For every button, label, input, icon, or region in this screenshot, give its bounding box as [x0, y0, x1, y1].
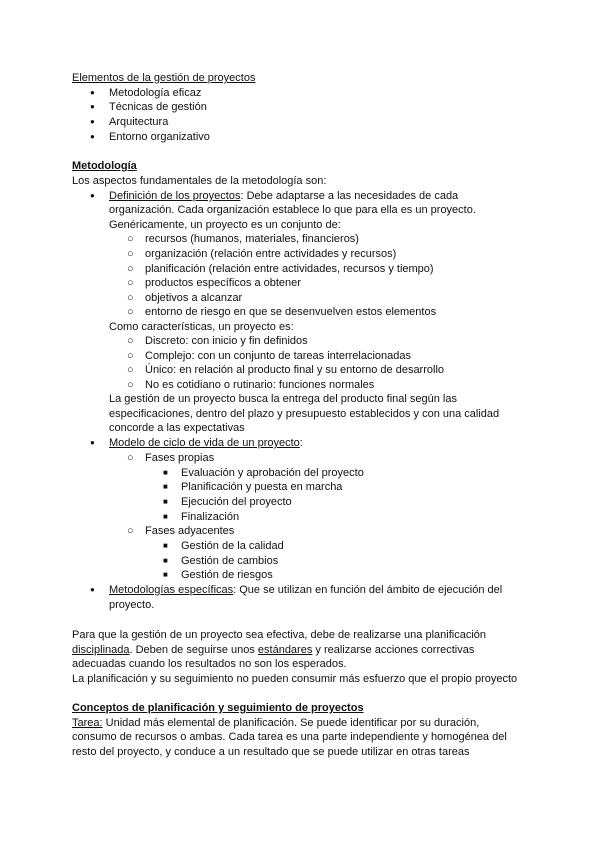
fase-item: Ejecución del proyecto: [181, 496, 292, 508]
para-disciplinada: disciplinada: [72, 644, 130, 656]
para-line-3: adecuadas cuando los resultados no son los esperados.: [72, 658, 347, 670]
sub-item: productos específicos a obtener: [145, 277, 301, 289]
car-item: No es cotidiano o rutinario: funciones normales: [145, 379, 375, 391]
gestion-para-1: La gestión de un proyecto busca la entrega del producto final según las: [109, 393, 457, 405]
bullet-dot: ●: [90, 585, 95, 594]
bullet-dot: ●: [90, 117, 95, 126]
fase-item: Gestión de cambios: [181, 555, 279, 567]
list-item: Metodología eficaz: [109, 87, 202, 99]
fases-adyacentes-label: Fases adyacentes: [145, 525, 235, 537]
ciclo-term: Modelo de ciclo de vida de un proyecto: [109, 437, 300, 449]
fase-item: Evaluación y aprobación del proyecto: [181, 467, 364, 479]
bullet-circle: ○: [127, 379, 134, 391]
bullet-circle: ○: [127, 525, 134, 537]
especificas-rest: : Que se utilizan en función del ámbito de ejecución del: [233, 584, 503, 596]
bullet-square: ■: [163, 512, 168, 521]
bullet-dot: ●: [90, 438, 95, 447]
sub-item: entorno de riesgo en que se desenvuelven estos elementos: [145, 306, 437, 318]
intro-text: Los aspectos fundamentales de la metodología son:: [72, 175, 327, 187]
fase-item: Gestión de riesgos: [181, 569, 273, 581]
car-item: Único: en relación al producto final y su entorno de desarrollo: [145, 364, 445, 376]
bullet-circle: ○: [127, 292, 134, 304]
ciclo-line: [109, 436, 303, 450]
para-line-2: [72, 643, 474, 657]
especificas-line-2: proyecto.: [109, 599, 155, 611]
sub-item: planificación (relación entre actividades, recursos y tiempo): [145, 263, 434, 275]
list-item: Arquitectura: [109, 116, 169, 128]
bullet-dot: ●: [90, 88, 95, 97]
section-title-elementos: Elementos de la gestión de proyectos: [72, 72, 256, 84]
def-line-1: [109, 189, 458, 203]
def-rest: : Debe adaptarse a las necesidades de cada: [240, 190, 459, 202]
bullet-circle: ○: [127, 248, 134, 260]
bullet-circle: ○: [127, 233, 134, 245]
especificas-term: Metodologías específicas: [109, 584, 234, 596]
bullet-square: ■: [163, 482, 168, 491]
bullet-square: ■: [163, 468, 168, 477]
car-item: Complejo: con un conjunto de tareas interrelacionadas: [145, 350, 411, 362]
bullet-square: ■: [163, 570, 168, 579]
fases-propias-label: Fases propias: [145, 452, 215, 464]
list-item: Técnicas de gestión: [109, 101, 207, 113]
def-line-3: Genéricamente, un proyecto es un conjunto de:: [109, 219, 341, 231]
list-item: Entorno organizativo: [109, 131, 210, 143]
ciclo-colon: :: [299, 437, 303, 449]
bullet-circle: ○: [127, 364, 134, 376]
tarea-term: Tarea:: [72, 717, 103, 729]
bullet-circle: ○: [127, 350, 134, 362]
fase-item: Planificación y puesta en marcha: [181, 481, 343, 493]
conceptos-line-1: [72, 716, 479, 730]
heading-metodologia: Metodología: [72, 160, 137, 172]
bullet-square: ■: [163, 541, 168, 550]
fase-item: Gestión de la calidad: [181, 540, 284, 552]
bullet-dot: ●: [90, 132, 95, 141]
heading-conceptos: Conceptos de planificación y seguimiento de proyectos: [72, 702, 364, 714]
gestion-para-3: concorde a las expectativas: [109, 422, 245, 434]
bullet-circle: ○: [127, 277, 134, 289]
bullet-square: ■: [163, 556, 168, 565]
sub-item: objetivos a alcanzar: [145, 292, 243, 304]
bullet-circle: ○: [127, 306, 134, 318]
conceptos-l1: Unidad más elemental de planificación. Se puede identificar por su duración,: [102, 717, 480, 729]
def-line-2: organización. Cada organización establece lo que para ella es un proyecto.: [109, 204, 476, 216]
def-term: Definición de los proyectos: [109, 190, 241, 202]
car-intro: Como características, un proyecto es:: [109, 321, 294, 333]
bullet-circle: ○: [127, 263, 134, 275]
especificas-line-1: [109, 583, 502, 597]
para-end: y realizarse acciones correctivas: [312, 644, 475, 656]
gestion-para-2: especificaciones, dentro del plazo y presupuesto establecidos y con una calidad: [109, 408, 500, 420]
fase-item: Finalización: [181, 511, 240, 523]
bullet-dot: ●: [90, 191, 95, 200]
bullet-circle: ○: [127, 452, 134, 464]
para-estandares: estándares: [257, 644, 313, 656]
para-line-4: La planificación y su seguimiento no pueden consumir más esfuerzo que el propio proyecto: [72, 673, 518, 685]
bullet-circle: ○: [127, 335, 134, 347]
para-rest: . Deben de seguirse unos: [129, 644, 258, 656]
conceptos-line-3: resto del proyecto, y conduce a un resultado que se puede utilizar en otras tareas: [72, 746, 470, 758]
bullet-dot: ●: [90, 102, 95, 111]
conceptos-line-2: consumo de recursos o ambas. Cada tarea es una parte independiente y homogénea del: [72, 731, 507, 743]
sub-item: organización (relación entre actividades y recursos): [145, 248, 397, 260]
bullet-square: ■: [163, 497, 168, 506]
sub-item: recursos (humanos, materiales, financieros): [145, 233, 359, 245]
car-item: Discreto: con inicio y fin definidos: [145, 335, 308, 347]
para-line-1: Para que la gestión de un proyecto sea efectiva, debe de realizarse una planificación: [72, 629, 486, 641]
